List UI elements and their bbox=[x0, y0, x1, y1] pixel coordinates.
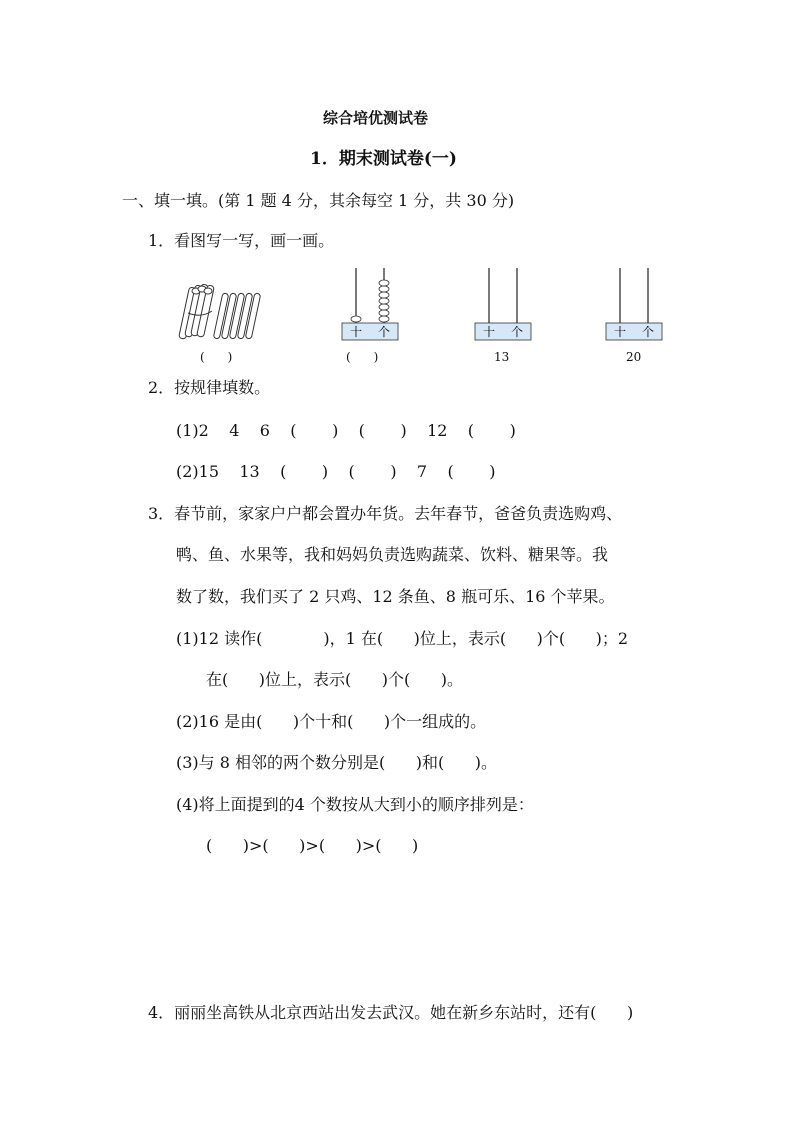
svg-text:十: 十 bbox=[613, 325, 627, 339]
question-3-sub-4-line-1: (4)将上面提到的4 个数按从大到小的顺序排列是： bbox=[176, 795, 534, 814]
question-3-prompt-line-1: 3．春节前，家家户户都会置办年货。去年春节，爸爸负责选购鸡、 bbox=[148, 504, 623, 523]
question-3-sub-3: (3)与 8 相邻的两个数分别是( )和( )。 bbox=[176, 753, 498, 772]
section-heading: 一、填一填。(第 1 题 4 分，其余每空 1 分，共 30 分) bbox=[122, 191, 515, 210]
page-title: 综合培优测试卷 bbox=[323, 109, 429, 127]
figure-2-caption: ( ) bbox=[346, 350, 379, 364]
question-3-sub-1-line-1: (1)12 读作( )，1 在( )位上，表示( )个( )；2 bbox=[176, 629, 629, 648]
abacus-ones-label: 个 bbox=[377, 325, 391, 339]
abacus-icon bbox=[473, 266, 533, 342]
question-3-prompt-line-3: 数了数，我们买了 2 只鸡、12 条鱼、8 瓶可乐、16 个苹果。 bbox=[176, 587, 615, 606]
question-3-sub-2: (2)16 是由( )个十和( )个一组成的。 bbox=[176, 712, 487, 731]
question-2-line-2: (2)15 13 ( ) ( ) 7 ( ) bbox=[176, 462, 496, 481]
abacus-icon bbox=[340, 266, 400, 342]
svg-text:个: 个 bbox=[510, 325, 524, 339]
page-subtitle: 1．期末测试卷(一) bbox=[310, 149, 457, 169]
question-3-sub-4-line-2: ( )>( )>( )>( ) bbox=[206, 836, 419, 855]
figure-4-caption: 20 bbox=[626, 350, 642, 364]
question-2-prompt: 2．按规律填数。 bbox=[148, 378, 271, 397]
svg-text:十: 十 bbox=[482, 325, 496, 339]
sticks-bundle-icon bbox=[178, 281, 268, 343]
svg-text:个: 个 bbox=[641, 325, 655, 339]
question-3-sub-1-line-2: 在( )位上，表示( )个( )。 bbox=[206, 670, 464, 689]
question-2-line-1: (1)2 4 6 ( ) ( ) 12 ( ) bbox=[176, 421, 516, 440]
question-3-prompt-line-2: 鸭、鱼、水果等，我和妈妈负责选购蔬菜、饮料、糖果等。我 bbox=[176, 545, 609, 564]
question-4-prompt: 4．丽丽坐高铁从北京西站出发去武汉。她在新乡东站时，还有( ) bbox=[148, 1003, 634, 1022]
question-1-prompt: 1．看图写一写，画一画。 bbox=[148, 231, 335, 250]
figure-1-caption: ( ) bbox=[200, 350, 233, 364]
abacus-tens-label: 十 bbox=[349, 325, 363, 339]
figure-3-caption: 13 bbox=[494, 350, 510, 364]
abacus-icon bbox=[604, 266, 664, 342]
